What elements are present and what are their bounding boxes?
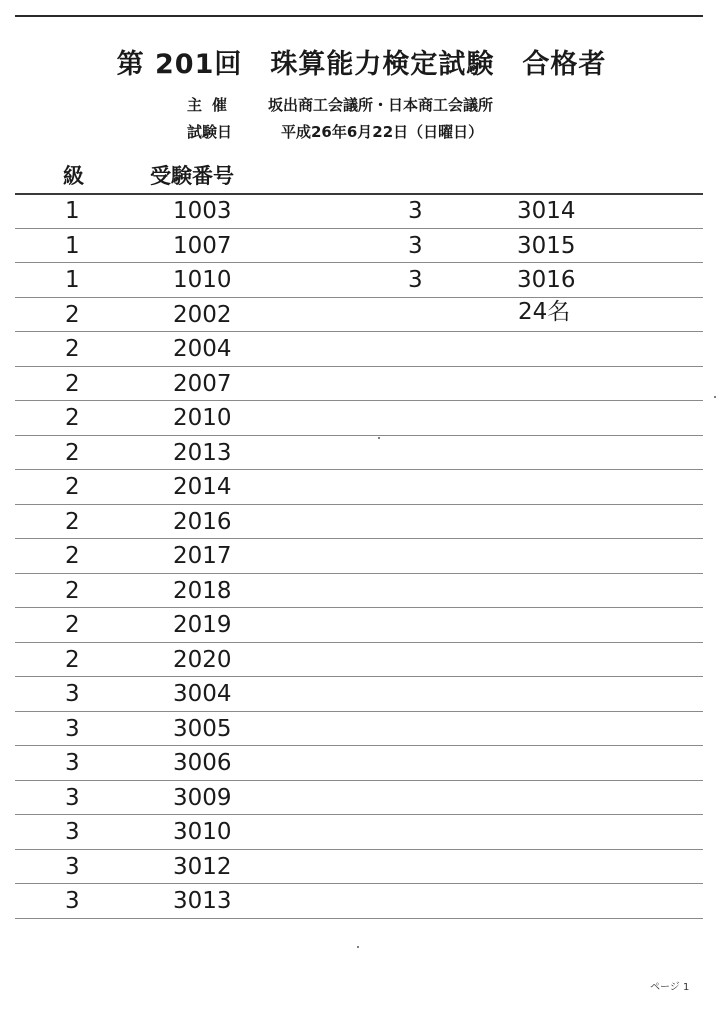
- total-count: 24名: [518, 299, 571, 325]
- grade-cell: 2: [65, 371, 80, 397]
- grade-cell: 1: [65, 267, 80, 293]
- grade-cell: 3: [65, 819, 80, 845]
- exam-number-cell: 3006: [173, 750, 232, 776]
- grade-cell: 2: [65, 440, 80, 466]
- grade-cell: 2: [65, 543, 80, 569]
- grade-cell-secondary: 3: [408, 198, 423, 224]
- grade-cell-secondary: 3: [408, 233, 423, 259]
- row-divider: [15, 297, 703, 298]
- grade-cell: 3: [65, 681, 80, 707]
- row-divider: [15, 193, 703, 195]
- row-divider: [15, 573, 703, 574]
- grade-cell: 3: [65, 716, 80, 742]
- scan-speck: [378, 437, 380, 439]
- row-divider: [15, 469, 703, 470]
- row-divider: [15, 228, 703, 229]
- exam-number-column-header: 受験番号: [150, 164, 234, 188]
- row-divider: [15, 400, 703, 401]
- exam-date-label: 試験日: [187, 123, 233, 141]
- exam-number-cell: 1003: [173, 198, 232, 224]
- page-number: ページ 1: [650, 982, 690, 993]
- grade-cell: 2: [65, 647, 80, 673]
- organizer-label: 主催: [187, 96, 238, 114]
- grade-cell-secondary: 3: [408, 267, 423, 293]
- exam-number-cell: 3013: [173, 888, 232, 914]
- exam-number-cell-secondary: 3016: [517, 267, 576, 293]
- exam-number-cell: 2014: [173, 474, 232, 500]
- exam-number-cell: 1007: [173, 233, 232, 259]
- row-divider: [15, 538, 703, 539]
- exam-number-cell: 2004: [173, 336, 232, 362]
- row-divider: [15, 435, 703, 436]
- grade-cell: 3: [65, 854, 80, 880]
- exam-number-cell: 3010: [173, 819, 232, 845]
- exam-date-value: 平成26年6月22日（日曜日）: [281, 123, 484, 141]
- row-divider: [15, 918, 703, 919]
- grade-cell: 2: [65, 474, 80, 500]
- row-divider: [15, 331, 703, 332]
- row-divider: [15, 676, 703, 677]
- exam-number-cell: 2002: [173, 302, 232, 328]
- grade-cell: 1: [65, 233, 80, 259]
- row-divider: [15, 849, 703, 850]
- row-divider: [15, 366, 703, 367]
- exam-number-cell: 3012: [173, 854, 232, 880]
- grade-cell: 2: [65, 336, 80, 362]
- exam-number-cell-secondary: 3014: [517, 198, 576, 224]
- exam-number-cell: 2019: [173, 612, 232, 638]
- exam-number-cell: 2018: [173, 578, 232, 604]
- exam-number-cell: 1010: [173, 267, 232, 293]
- grade-cell: 3: [65, 785, 80, 811]
- row-divider: [15, 504, 703, 505]
- top-rule: [15, 15, 703, 17]
- exam-number-cell: 2013: [173, 440, 232, 466]
- organizer-value: 坂出商工会議所・日本商工会議所: [268, 96, 494, 114]
- grade-cell: 2: [65, 302, 80, 328]
- exam-number-cell: 3009: [173, 785, 232, 811]
- exam-number-cell: 2007: [173, 371, 232, 397]
- grade-cell: 2: [65, 578, 80, 604]
- grade-cell: 2: [65, 405, 80, 431]
- exam-number-cell-secondary: 3015: [517, 233, 576, 259]
- row-divider: [15, 642, 703, 643]
- row-divider: [15, 607, 703, 608]
- exam-number-cell: 3005: [173, 716, 232, 742]
- row-divider: [15, 262, 703, 263]
- exam-number-cell: 2016: [173, 509, 232, 535]
- grade-cell: 3: [65, 888, 80, 914]
- grade-cell: 2: [65, 612, 80, 638]
- page-title: 第 201回 珠算能力検定試験 合格者: [116, 49, 607, 80]
- row-divider: [15, 711, 703, 712]
- scan-speck: [357, 946, 359, 948]
- exam-number-cell: 2017: [173, 543, 232, 569]
- grade-cell: 2: [65, 509, 80, 535]
- exam-number-cell: 2020: [173, 647, 232, 673]
- row-divider: [15, 814, 703, 815]
- results-table: [15, 193, 703, 917]
- grade-cell: 3: [65, 750, 80, 776]
- row-divider: [15, 883, 703, 884]
- grade-column-header: 級: [63, 164, 84, 188]
- scan-speck: [714, 396, 716, 398]
- grade-cell: 1: [65, 198, 80, 224]
- row-divider: [15, 780, 703, 781]
- exam-number-cell: 2010: [173, 405, 232, 431]
- row-divider: [15, 745, 703, 746]
- exam-number-cell: 3004: [173, 681, 232, 707]
